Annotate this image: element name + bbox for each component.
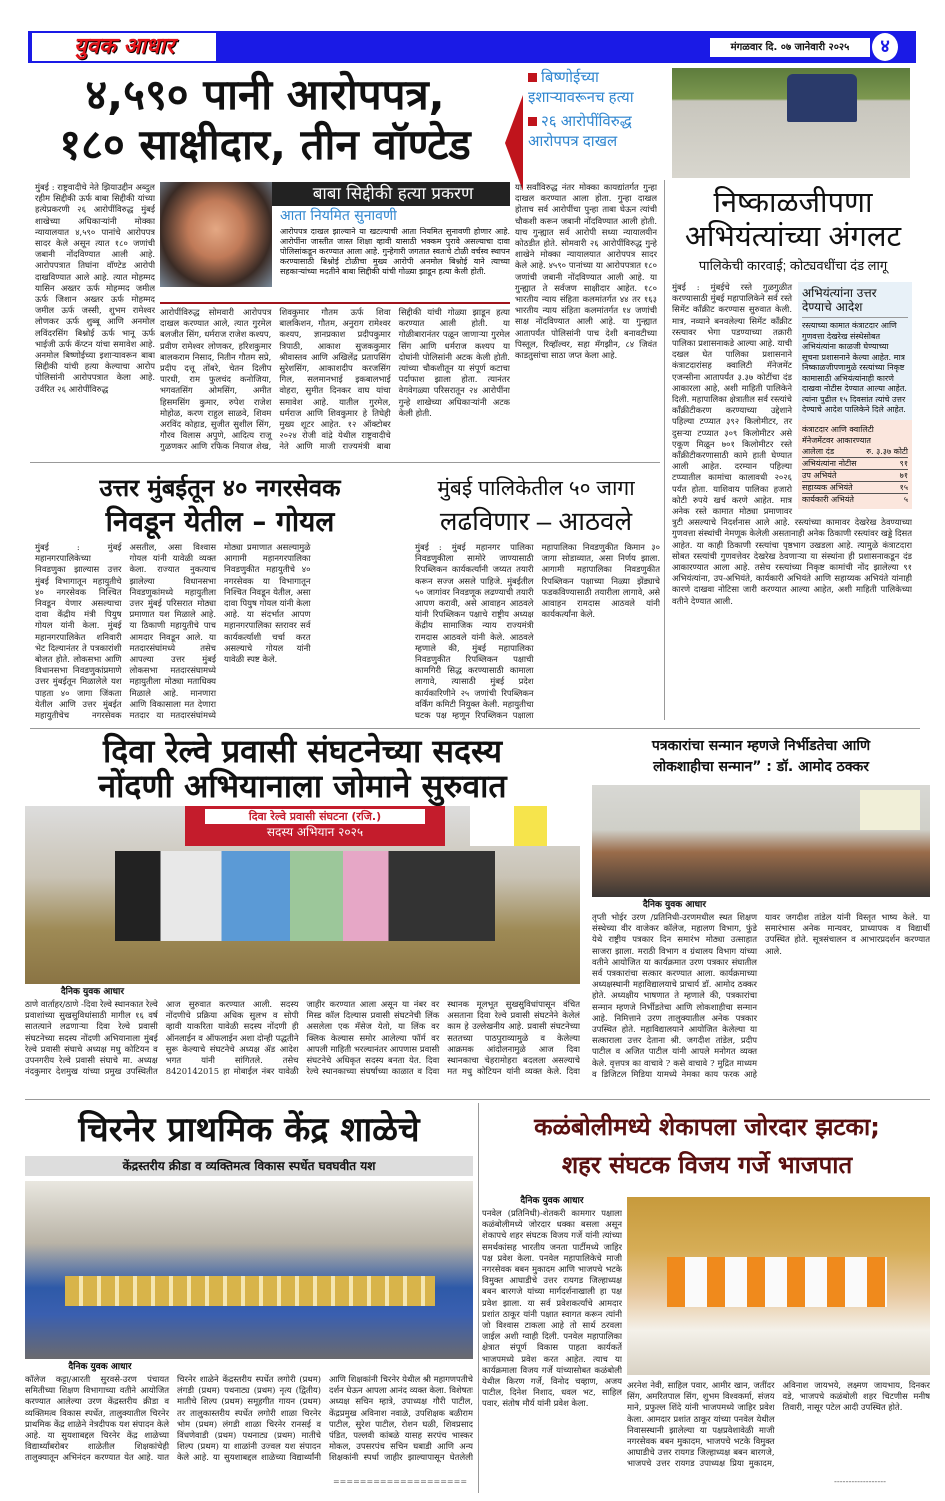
projector-screen — [860, 790, 920, 830]
auto-rickshaw — [787, 74, 857, 122]
diva-headline-line2: नोंदणी अभियानाला जोमाने सुरुवात — [98, 767, 507, 805]
diva-banner — [185, 806, 445, 846]
roads-headline[interactable] — [668, 186, 918, 254]
lead-headline-line2: १८० साक्षीदार, तीन वॉण्टेड — [59, 120, 471, 169]
divider — [25, 1099, 930, 1100]
kalamboli-headline-line2: शहर संघटक विजय गर्जे भाजपात — [561, 1151, 853, 1179]
certificates — [65, 1276, 435, 1306]
fine-table — [798, 420, 912, 509]
press-headline-line2: लोकशाहीचा सन्मान” : डॉ. आमोद ठक्कर — [653, 759, 869, 775]
bullet-item: बिष्णोईच्या इशाऱ्यावरूनच हत्या — [528, 69, 634, 106]
box-title: अभियंत्यांना उत्तर देण्याचे आदेश — [802, 286, 908, 318]
diva-banner-subtext: सदस्य अभियान २०२५ — [266, 825, 364, 839]
goyal-headline-line2: निवडून येतील – गोयल — [105, 505, 335, 538]
table-row: आलेला दंड रु. ३.३७ कोटी — [802, 446, 908, 456]
case-summary: आरोपपत्र दाखल झाल्याने या खटल्याची आता नियमित सुनावणी होणार आहे. आरोपींना जास्तीत जास्त शिक्षा व्हावी यासाठी भक्कम पुरावे असल्याचा दावा पोलिसांकडून करण्यात आला आहे. गुन्हेगारी जगतात स्वतःचे टोळी वर्चस्व स्थापन करण्यासाठी बिश्नोई टोळीचा मुख्य आरोपी अनमोल बिश्नोई याने त्याच्या सहकाऱ्यांच्या मदतीने बाबा सिद्दीकी यांची गोळ्या झाडून हत्या केली होती. — [280, 227, 510, 276]
kalamboli-credit: दैनिक युवक आधार — [520, 1196, 584, 1206]
press-body: तृप्ती भोईर उरण /प्रतिनिधी-उरणमधील स्थत शिक्षण संस्थेच्या वीर वाजेकर कॉलेज, महालण विभाग, फुंडे येथे राष्ट्रीय पत्रकार दिन समारंभ मोठ्या उत्साहात साजरा झाला. मराठी विभाग व ग्रंथालय विभाग यांच्या वतीने आयोजित या कार्यक्रमात उरण पत्रकार संघातील सर्व पत्रकारांचा सत्कार करण्यात आला. कार्यक्रमाच्या अध्यक्षस्थानी महाविद्यालयाचे प्राचार्य डॉ. आमोद ठक्कर होते. अध्यक्षीय भाषणात ते म्हणाले की, पत्रकारांचा सन्मान म्हणजे निर्भीडतेचा आणि लोकशाहीचा सन्मान आहे. निमित्ताने उरण तालुक्यातील अनेक पत्रकार उपस्थित होते. महाविद्यालयाने आयोजित केलेल्या या सत्काराला उत्तर देताना श्री. जगदीश तांडेल, प्रदीप पाटील व अजित पाटील यांनी आपले मनोगत व्यक्त केले. वृत्तपत्र का वाचावे ? कसे वाचावे ? मुद्रित माध्यम व डिजिटल मिडिया यामध्ये नेमका काय फरक आहे यावर जगदीश तांडेल यांनी विस्तृत भाष्य केले. या समारंभास अनेक मान्यवर, प्राध्यापक व विद्यार्थी उपस्थित होते. सूत्रसंचालन व आभारप्रदर्शन करण्यात आले. — [592, 912, 930, 1079]
kalamboli-event-photo — [627, 1197, 930, 1375]
school-students-photo — [25, 1181, 473, 1359]
box-text: रस्त्याच्या कामात कंत्राटदार आणि गुणवत्ता देखरेख संस्थेसोबत अभियंत्यांना काळजी घेण्याच्या सूचना प्रशासनाने केल्या आहेत. मात्र निष्काळजीपणामुळे रस्त्यांच्या निकृष्ट कामासाठी अभियंत्यांनाही कारणे दाखवा नोटीस देण्यात आल्या आहेत. त्यांना पुढील १५ दिवसांत त्यांचे उत्तर देण्याचे आदेश पालिकेने दिले आहेत. — [802, 321, 907, 414]
kalamboli-divider: ------------------ — [834, 1477, 886, 1486]
bullet-item: २६ आरोपींविरुद्ध आरोपपत्र दाखल — [528, 113, 632, 150]
roads-headline-line1: निष्काळजीपणा — [713, 187, 873, 219]
column-divider — [664, 180, 665, 720]
lead-body-main: आरोपींविरुद्ध सोमवारी आरोपपत्र दाखल करण्यात आले, त्यात गुरमेल बलजीत सिंग, धर्मराज राजेश कश्यप, प्रवीण रामेश्वर लोणकर, हरिशकुमार बालकराम निसाद, नितीन गौतम सप्रे, प्रदीप दत्तू तोंबरे, चेतन दिलीप पारधी, राम फुलचंद कनोजिया, भगवतसिंग ओमसिंग, अमीत हिसमसिंग कुमार, रुपेश राजेश मोहोळ, करण राहुल साळवे, शिवम अरविंद कोहाड, सुजीत सुशील सिंग, गौरव विलास अपुणे, आदित्य राजू गुळणकर आणि रफिक नियाज शेख, शिवकुमार गौतम ऊर्फ शिवा बालकिशन, गौतम, अनुराग रामेश्वर कश्यप, ज्ञानप्रकाश प्रदीपकुमार त्रिपाठी, आकाश सुजककुमार श्रीवास्तव आणि अखिलेंद्र प्रतापसिंग सुरेशसिंग, आकाशदीप करजसिंग गिल, सलमानभाई इकबालभाई वोहरा, सुमीत दिनकर वाघ यांचा समावेश आहे. यातील गुरमेल, धर्मराज आणि शिवकुमार हे तिघेही मुख्य शूटर आहेत. १२ ऑक्टोबर २०२४ रोजी वांद्रे येथील राष्ट्रवादीचे नेते आणि माजी राज्यमंत्री बाबा सिद्दीकी यांची गोळ्या झाडून हत्या करण्यात आली होती. या गोळीबारानंतर पळून जाणाऱ्या गुरमेल सिंग आणि धर्मराज कश्यप या दोघांनी पोलिसांनी अटक केली होती. त्यांच्या चौकशीतून या संपूर्ण कटाचा पर्दाफाश झाला होता. त्यानंतर वेगवेगळ्या परिसरातून २४ आरोपींना गुन्हे शाखेच्या अधिकाऱ्यांनी अटक केली होती. — [160, 307, 510, 452]
kalamboli-body: पनवेल (प्रतिनिधी)-शेतकरी कामगार पक्षाला कळंबोलीमध्ये जोरदार धक्का बसला असून शेकापचे शहर संघटक विजय गर्जे यांनी त्यांच्या समर्थकांसह भारतीय जनता पार्टीमध्ये जाहिर पक्ष प्रवेश केला. पनवेल महापालिकेचे माजी नगरसेवक बबन मुकादम आणि भाजपचे भटके विमुक्त आघाडीचे उत्तर रायगड जिल्हाध्यक्ष बबन बारगजे यांच्या मार्गदर्शनाखाली हा पक्ष प्रवेश झाला. या सर्व प्रवेशकर्त्यांचे आमदार प्रशांत ठाकूर यांनी पक्षात स्वागत करून त्यांनी जो विश्वास टाकला आहे तो सार्थ ठरवला जाईल अशी ग्वाही दिली. पनवेल महापालिका क्षेत्रात संपूर्ण विकास पाहता कार्यकर्ते भाजपमध्ये प्रवेश करत आहेत. त्याच या कार्यक्रमाला विजय गर्जे यांच्यासोबत कळंबोली येथील किरण गर्जे, विनोद चव्हाण, अजय पाटील, दिनेश निशाद, धवल भट, साहिल पवार, संतोष मौर्य यांनी प्रवेश केला. — [482, 1208, 622, 1409]
goyal-headline-line1: उत्तर मुंबईतून ४० नगरसेवक — [99, 474, 341, 502]
roads-headline-line2: अभियंत्यांच्या अंगलट — [684, 221, 902, 253]
athawale-headline-line1: मुंबई पालिकेतील ५० जागा — [437, 477, 635, 500]
baba-siddique-photo — [160, 182, 272, 287]
red-rule — [160, 302, 510, 304]
page-number: ४ — [872, 33, 898, 61]
lead-body-right: या सर्वांविरुद्ध नंतर मोक्का कायद्यांतर्गत गुन्हा दाखल करण्यात आला होता. गुन्हा दाखल होताच सर्व आरोपींचा पुन्हा ताबा घेऊन त्यांची चौकशी करून जबानी नोंदविण्यात आली होती. याच गुन्ह्यात सर्व आरोपी सध्या न्यायालयीन कोठडीत होते. सोमवारी २६ आरोपींविरुद्ध गुन्हे शाखेने मोक्का न्यायालयात आरोपपत्र सादर केले आहे. ४५९० पानांच्या या आरोपपत्रात १८० जणांची जबानी नोंदविण्यात आली आहे. या गुन्ह्यात ते सर्वजण साक्षीदार आहेत. १८० भारतीय न्याय संहिता कलमांतर्गत ४४ तर १६३ भारतीय न्याय संहिता कलमांतर्गत १४ जणांची साक्ष नोंदविण्यात आली आहे. या गुन्ह्यात आतापर्यंत पोलिसांनी पाच देशी बनावटीच्या पिस्तूल, रिव्हॉल्वर, सहा मॅगझीन, ८४ जिवंत काडतुसांचा साठा जप्त केला आहे. — [515, 182, 657, 361]
table-title: कंत्राटदार आणि क्वालिटी मॅनेजमेंटवर आकारण्यात — [802, 424, 874, 445]
press-event-photo — [592, 785, 930, 897]
athawale-headline-line2: लढविणार – आठवले — [439, 506, 633, 536]
bullet-square-icon — [528, 117, 537, 126]
athawale-body: मुंबई : मुंबई महानगर पालिका निवडणुकीला सामोरे जाण्यासाठी रिपब्लिकन कार्यकर्त्यांनी जय्यत तयारी करून सज्ज असले पाहिजे. मुंबईतील ५० जागांवर निवडणूक लढण्याची तयारी आपण करावी, असे आवाहन आठवले यांनी रिपब्लिकन पक्षाचे राष्ट्रीय अध्यक्ष केंद्रीय सामाजिक न्याय राज्यमंत्री रामदास आठवले यांनी केले. आठवले म्हणाले की, मुंबई महापालिका निवडणुकीत रिपब्लिकन पक्षाची कामगिरी सिद्ध करण्यासाठी कामाला लागावे, त्यासाठी मुंबई प्रदेश कार्यकारिणीने २५ जणांची रिपब्लिकन वर्किंग कमिटी नियुक्त केली. महायुतीचा घटक पक्ष म्हणून रिपब्लिकन पक्षाला महापालिका निवडणुकीत किमान ३० जागा सोडाव्यात, असा निर्णय झाला. आगामी महापालिका निवडणुकीत रिपब्लिकन पक्षाच्या निळ्या झेंड्याचे फडकविण्यासाठी तयारीला लागावे, असे आवाहन रामदास आठवले यांनी कार्यकर्त्यांना केले. — [415, 542, 660, 721]
press-headline[interactable] — [592, 736, 930, 778]
lead-headline[interactable] — [30, 70, 500, 170]
newspaper-logo[interactable]: युवक आधार — [32, 33, 216, 61]
press-headline-line1: पत्रकारांचा सन्मान म्हणजे निर्भीडतेचा आणि — [651, 738, 871, 754]
lead-bullets — [528, 68, 664, 176]
table-row: अभियंत्यांना नोटीस ९१ — [802, 458, 908, 468]
bullet-square-icon — [528, 73, 537, 82]
table-row: सहाय्यक अभियंते १५ — [802, 482, 908, 492]
school-headline[interactable]: चिरनेर प्राथमिक केंद्र शाळेचे — [78, 1110, 420, 1150]
goyal-headline[interactable] — [35, 472, 405, 538]
kalamboli-headline-line1: कळंबोलीमध्ये शेकापला जोरदार झटका; — [534, 1113, 880, 1141]
case-banner-title: बाबा सिद्दीकी हत्या प्रकरण — [312, 184, 474, 204]
diva-headline-line1: दिवा रेल्वे प्रवासी संघटनेच्या सदस्य — [102, 732, 503, 770]
people-group — [115, 851, 495, 941]
lead-headline-line1: ४,५९० पानी आरोपपत्र, — [85, 70, 445, 119]
school-credit: दैनिक युवक आधार — [68, 1362, 132, 1372]
issue-date: मंगळवार दि. ०७ जानेवारी २०२५ — [710, 38, 870, 57]
lead-body-left: मुंबई : राष्ट्रवादीचे नेते झियाउद्दीन अब्दुल रहीम सिद्दीकी ऊर्फ बाबा सिद्दीकी यांच्या हत्येप्रकरणी २६ आरोपींविरुद्ध मुंबई शाखेच्या अधिकाऱ्यांनी मोक्का न्यायालयात ४,५९० पानांचे आरोपपत्र सादर केले असून त्यात १८० जणांची जबानी नोंदविण्यात आली आहे. आरोपपत्रात तिघांना वॉण्टेड आरोपी दाखविण्यात आले आहे. त्यात मोहम्मद यासिन अख्तर ऊर्फ मोहम्मद जमील ऊर्फ जिशान अख्तर ऊर्फ मोहम्मद जमील ऊर्फ जस्सी, शुभम रामेश्वर लोणकर ऊर्फ शुब्बू आणि अनमोल लविंदरसिंग बिश्नोई ऊर्फ भानू ऊर्फ भाईजी ऊर्फ कॅप्टन यांचा समावेश आहे. अनमोल बिष्णोईच्या इशाऱ्यावरून बाबा सिद्दीकी यांची हत्या केल्याचा आरोप पोलिसांनी आरोपपत्रात केला आहे. उर्वरित २६ आरोपींविरुद्ध — [35, 182, 155, 394]
press-credit: दैनिक युवक आधार — [642, 900, 707, 910]
kalamboli-headline[interactable] — [484, 1108, 930, 1184]
roads-subhead: पालिकेची कारवाई; कोट्यवधींचा दंड लागू — [698, 258, 888, 273]
arrow-marker — [505, 95, 523, 191]
saffron-scarves — [667, 1257, 887, 1307]
case-subhead: आता नियमित सुनावणी — [280, 208, 397, 224]
athawale-headline[interactable] — [412, 472, 660, 538]
road-crack-photo — [672, 68, 910, 178]
diva-body: ठाणे वार्ताहर/ठाणे -दिवा रेल्वे स्थानकात रेल्वे प्रवाशांच्या सुखसुविधांसाठी मागील १६ वर्ष सातत्याने लढणाऱ्या दिवा रेल्वे प्रवासी संघटनेच्या सदस्य नोंदणी अभियानाला मुंबई रेल्वे प्रवासी संघाचे अध्यक्ष मधु कोटियन व उपनगरीय रेल्वे प्रवासी संघाचे मा. अध्यक्ष नंदकुमार देशमुख यांच्या प्रमुख उपस्थितीत आज सुरुवात करण्यात आली. सदस्य नोंदणीचे प्रक्रिया अधिक सुलभ व सोपी व्हावी याकरिता यावेळी सदस्य नोंदणी ही ऑनलाईन व ऑफलाईन अशा दोन्ही पद्धतीने सुरू केल्याचे संघटनेचे अध्यक्ष ॲड आदेश भगत यांनी सांगितले. तसेच 8420142015 हा मोबाईल नंबर यावेळी जाहीर करण्यात आला असून या नंबर वर मिस्ड कॉल दिल्यास प्रवासी संघटनेची लिंक असलेला एक मॅसेज येतो, या लिंक वर क्लिक केल्यास समोर आलेल्या फॉर्म वर आपली माहिती भरल्यानंतर आपणास प्रवासी संघटनेचे अधिकृत सदस्य बनता येत. दिवा रेल्वे स्थानकाच्या संघर्षाच्या काळात व दिवा स्थानक मूलभूत सुखसुविधांपासून वंचित असताना दिवा रेल्वे प्रवासी संघटनेने केलेलं काम हे उल्लेखनीय आहे. प्रवासी संघटनेच्या सततच्या पाठपुराव्यामुळे व केलेल्या आक्रमक आंदोलनामुळे आज दिवा स्थानकाचा चेहरामोहरा बदलला असल्याचे मत मधु कोटियन यांनी व्यक्त केले. दिवा — [25, 999, 580, 1077]
sponsor-logos — [470, 806, 580, 846]
table-row: उप अभियंते ७१ — [802, 470, 908, 480]
school-body: कॉलेज कट्टा/आरती सुरवसे-उरण पंचायत समितीच्या शिक्षण विभागाच्या वतीने आयोजित करण्यात आलेल्या उरण केंद्रस्तरीय क्रीडा व व्यक्तिमत्व विकास स्पर्धेत, तालुक्यातील चिरनेर प्राथमिक केंद्र शाळेने नेत्रदीपक यश संपादन केले आहे. या सुयशाबद्दल चिरनेर केंद्र शाळेच्या विद्यार्थ्यांबरोबर शाळेतील शिक्षकांचेही तालुक्यातून अभिनंदन करण्यात येत आहे. यात चिरनेर शाळेने केंद्रस्तरीय स्पर्धेत लगोरी (प्रथम) लंगडी (प्रथम) पथनाट्य (प्रथम) नृत्य (द्वितीय) मातीचे शिल्प (प्रथम) समूहगीत गायन (प्रथम) तर तालुकास्तरीय स्पर्धेत लगोरी शाळा चिरनेर भोम (प्रथम) लंगडी शाळा चिरनेर रानसई व विंधणेवाडी (प्रथम) पथनाट्य (प्रथम) मातीचे शिल्प (प्रथम) या शाळांनी उज्वल यश संपादन केले आहे. या सुयशाबद्दल शाळेच्या विद्यार्थ्यांनी आणि शिक्षकांनी चिरनेर येथील श्री महागणपतीचे दर्शन घेऊन आपला आनंद व्यक्त केला. विशेषतः अध्यक्ष सचिन म्हात्रे, उपाध्यक्ष गौरी पाटील, केंद्रप्रमुख अविनाश नवाळे, उपशिक्षक बळीराम पाटील, सुरेश पाटील, रोशन घळी, शिवप्रसाद पंडित, पल्लवी कांबळे यासह सरपंच भास्कर मोकल, उपसरपंच सचिन घबाडी आणि अन्य शिक्षकांनी स्पर्धा जाहीर झाल्यापासून घेतलेली — [25, 1374, 473, 1463]
roads-sidebar-box — [798, 282, 912, 420]
divider — [30, 462, 660, 463]
goyal-body: मुंबई : मुंबई महानगरपालिकेच्या निवडणुका झाल्यास उत्तर मुंबई विभागातून महायुतीचे ४० नगरसेवक निश्चित निवडून येणार असल्याचा दावा केंद्रीय मंत्री पियुष गोयल यांनी केला. मुंबई महानगरपालिकेत शनिवारी भेट दिल्यानंतर ते पत्रकारांशी बोलत होते. लोकसभा आणि विधानसभा निवडणुकांप्रमाणे उत्तर मुंबईतून मिळालेले यश पाहता ४० जागा जिंकता येतील आणि उत्तर मुंबईत महायुतीचेच नगरसेवक असतील, असा विश्वास गोयल यांनी यावेळी व्यक्त केला. राज्यात नुकत्याच झालेल्या विधानसभा निवडणुकांमध्ये महायुतीला उत्तर मुंबई परिसरात मोठ्या प्रमाणात यश मिळाले आहे. या ठिकाणी महायुतीचे पाच आमदार निवडून आले. या मतदारसंघांमध्ये तसेच आपल्या उत्तर मुंबई लोकसभा मतदारसंघामध्ये महायुतीला मोठ्या मताधिक्य मिळाले आहे. मानणारा आणि विकासाला मत देणारा मतदार या मतदारसंघांमध्ये मोठ्या प्रमाणात असल्यामुळे आगामी महानगरपालिका निवडणुकीत महायुतीचे ४० नगरसेवक या विभागातून निश्चित निवडून येतील, असा दावा पियुष गोयल यांनी केला आहे. या संदर्भात आपण महानगरपालिका स्तरावर सर्व कार्यकर्त्यांशी चर्चा करत असल्याचे गोयल यांनी यावेळी स्पष्ट केले. — [35, 542, 311, 721]
diva-banner-text: दिवा रेल्वे प्रवासी संघटना (रजि.) — [205, 809, 425, 824]
diva-headline[interactable] — [25, 734, 580, 804]
diva-event-photo — [25, 806, 580, 984]
roads-body: मुंबई : मुंबईचे रस्ते गुळगुळीत करण्यासाठी मुंबई महापालिकेने सर्व रस्ते सिमेंट काँक्रीट करण्यास सुरुवात केली. मात्र, नव्याने बनवलेल्या सिमेंट काँक्रीट रस्त्यावर भेगा पडण्याच्या तक्रारी पालिका प्रशासनाकडे आल्या आहे. याची दखल घेत पालिका प्रशासनाने कंत्राटदारांसह क्वालिटी मॅनेजमेंट एजन्सीना आतापर्यंत ३.३७ कोटींचा दंड आकारला आहे, अशी माहिती पालिकेने दिली. महापालिका क्षेत्रातील सर्व रस्त्यांचे काँक्रीटीकरण करण्याच्या उद्देशाने पहिल्या टप्प्यात ३९२ किलोमीटर, तर दुसऱ्या टप्प्यात ३०९ किलोमीटर असे एकूण मिळून ७०१ किलोमीटर रस्ते काँक्रीटीकरणासाठी कामे हाती घेण्यात आली आहेत. दरम्यान पहिल्या टप्प्यातील कामांचा कालावधी २०२६ पर्यंत होता. याशिवाय पालिका हजारो कोटी रुपये खर्च करणे आहेत. मात्र अनेक रस्ते कामात मोठ्या प्रमाणावर त्रुटी असल्याचे निदर्शनास आले आहे. रस्त्यांच्या कामावर देखरेख ठेवण्याच्या गुणवत्ता संस्थांची नेमणूक केलेली असतानाही अनेक ठिकाणी रस्त्यांवर खड्डे दिसत आहेत. या काही ठिकाणी रस्त्यांचा पृष्ठभाग उखडला आहे. त्यामुळे कंत्राटदारा सोबत रस्त्यांची गुणवत्तेवर देखरेख ठेवणाऱ्या या संस्थांना ही प्रशासनाकडून दंड आकारण्यात आला आहे. तसेच रस्त्यांच्या निकृष्ट कामांची नोंद झालेल्या ९१ अभियंत्यांना, उप-अभियंते, कार्यकारी अभियंते आणि सहाय्यक अभियंते यांनाही कारणे दाखवा नोटिसा जारी करण्यात आल्या आहेत, अशी माहिती पालिकेच्या वतीने देण्यात आली. — [672, 282, 912, 606]
column-divider — [478, 1103, 479, 1493]
kalamboli-body-2: अरनेश नेवी, साहिल पवार, आमीर खान, जतींदर सिंग, अमरितपाल सिंग, शुभम विश्वकर्मा, संजय माने, प्रफुल्ल शिंदे यांनी भाजपमध्ये जाहिर प्रवेश केला. आमदार प्रशांत ठाकूर यांच्या पनवेल येथील निवासस्थानी झालेल्या या पक्षप्रवेशावेळी माजी नगरसेवक बबन मुकादम, भाजपचे भटके विमुक्त आघाडीचे उत्तर रायगड जिल्हाध्यक्ष बबन बारगजे, भाजपचे उत्तर रायगड उपाध्यक्ष प्रिया मुकादम, अविनाश जायभये, लक्ष्मण जायभाय, दिनकर वडे, भाजपचे कळंबोली शहर चिटणीस मनीष तिवारी, नासूर पटेल आदी उपस्थित होते. — [627, 1380, 930, 1469]
school-divider: ==================== — [332, 1477, 468, 1486]
roads-sidebar — [798, 282, 912, 509]
diva-credit: दैनिक युवक आधार — [60, 987, 125, 997]
school-subhead: केंद्रस्तरीय क्रीडा व व्यक्तिमत्व विकास स्पर्धेत घवघवीत यश — [25, 1156, 473, 1176]
divider — [30, 728, 920, 729]
table-row: कार्यकारी अभियंते ५ — [802, 494, 908, 504]
